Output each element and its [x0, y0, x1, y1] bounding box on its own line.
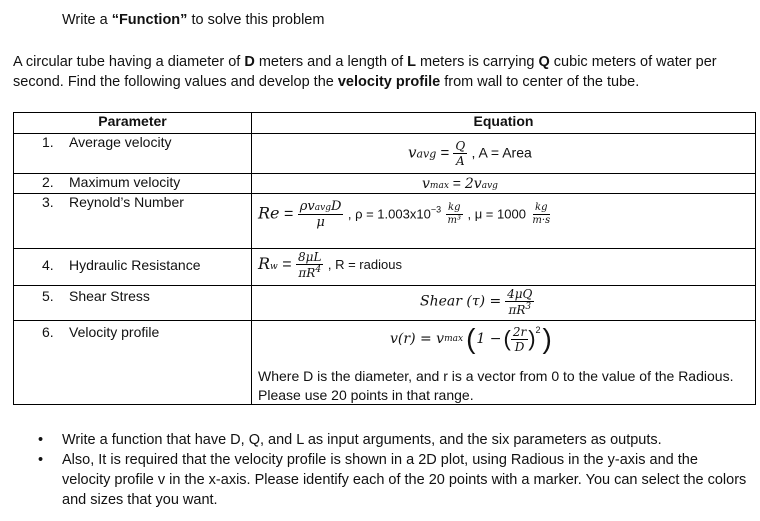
intro-text: meters is carrying — [416, 54, 539, 70]
intro-q: Q — [538, 54, 550, 70]
frac-den: μ — [316, 215, 325, 230]
frac-shear — [505, 288, 534, 316]
row-num: 2. — [42, 174, 54, 190]
re-num-tail: D — [330, 199, 342, 214]
intro-velocity-profile: velocity profile — [337, 74, 441, 90]
vp-lhs-sub: max — [444, 334, 464, 344]
paren-close-inner: ) — [528, 326, 536, 351]
frac-kg-ms — [530, 203, 552, 226]
frac-re — [298, 200, 344, 229]
col-parameter: Parameter — [14, 113, 252, 134]
instructions-list — [38, 430, 750, 510]
eq-shear — [420, 288, 534, 316]
sym-v: v — [408, 143, 417, 162]
heading-bold: “Function” — [111, 12, 188, 28]
problem-intro — [13, 52, 749, 92]
eq-reynolds-number — [252, 194, 756, 249]
sym-eq: = — [283, 205, 294, 223]
sym-sub: w — [270, 262, 278, 273]
vp-note: Where D is the diameter, and r is a vector from 0 to the value of the Radious. Please use 20 points in that range. — [258, 368, 734, 403]
row-num: 1. — [42, 134, 54, 150]
eq-vp — [390, 323, 552, 355]
equation-table — [13, 112, 756, 405]
param-row-2 — [14, 174, 252, 194]
instruction-text: Also, It is required that the velocity profile is shown in a 2D plot, using Radious in the y-axis and the velocity profile v in the x-axis. Please identify each of the 20 points with a marker. You can select the colors and sizes that you want. — [62, 452, 747, 508]
param-row-4 — [14, 249, 252, 286]
vp-lhs: v(r) = v — [390, 331, 445, 347]
intro-l: L — [407, 54, 417, 70]
row-label: Shear Stress — [69, 288, 150, 304]
bullet-icon: • — [38, 432, 44, 448]
eq-vavg — [408, 140, 532, 167]
frac-num: kg — [535, 202, 548, 213]
vp-exp: 2 — [535, 325, 541, 335]
row-num: 4. — [42, 257, 54, 273]
re-num: ρv — [299, 199, 315, 214]
paren-close: ) — [542, 323, 552, 354]
heading-pre: Write a — [62, 12, 112, 28]
rho-exp: −3 — [430, 204, 442, 215]
param-row-5 — [14, 286, 252, 321]
re-num-sub: avg — [314, 203, 331, 213]
intro-text: cubic meters of water per second. Find the following values and develop the — [13, 54, 717, 90]
mu-note: , μ = 1000 — [467, 206, 526, 222]
frac-q-a — [453, 140, 467, 167]
frac-num: 2r — [512, 324, 527, 339]
vp-one: 1 − — [476, 331, 502, 347]
sym-eq: = — [282, 256, 292, 274]
shear-den-exp: 3 — [525, 302, 532, 312]
sym-v: v — [422, 176, 430, 192]
row-label: Reynold’s Number — [69, 194, 184, 210]
eq-maximum-velocity — [252, 174, 756, 194]
paren-open: ( — [466, 323, 476, 354]
intro-text: from wall to center of the tube. — [440, 74, 640, 90]
row-label: Hydraulic Resistance — [69, 257, 201, 273]
col-equation: Equation — [252, 113, 756, 134]
param-row-6 — [14, 321, 252, 405]
sym-2v: 2v — [464, 176, 482, 192]
paren-open-inner: ( — [503, 326, 511, 351]
rw-den: πR — [298, 266, 316, 280]
frac-kg-m3 — [446, 203, 464, 226]
area-note: , A = Area — [471, 144, 532, 161]
page-heading — [62, 12, 324, 28]
rw-note: , R = radious — [327, 257, 402, 273]
instruction-text: Write a function that have D, Q, and L as input arguments, and the six parameters as outputs. — [62, 432, 662, 448]
sym-re: Re — [258, 203, 280, 223]
eq-velocity-profile — [252, 321, 756, 405]
frac-den — [296, 265, 323, 279]
frac-2r-d — [511, 326, 528, 353]
shear-den: πR — [508, 303, 526, 317]
intro-text: meters and a length of — [254, 54, 408, 70]
eq-vmax — [422, 175, 498, 192]
param-row-1 — [14, 134, 252, 174]
frac-rw — [296, 251, 323, 279]
bullet-icon: • — [38, 452, 44, 468]
sym-sub: avg — [416, 147, 437, 161]
frac-den: m·s — [532, 215, 551, 226]
intro-text: A circular tube having a diameter of — [13, 54, 245, 70]
row-label: Average velocity — [69, 134, 172, 150]
sym-eq: = — [440, 144, 450, 162]
sym-r: R — [258, 254, 271, 274]
intro-d: D — [244, 54, 255, 70]
sym-sub: avg — [481, 181, 498, 191]
frac-den: A — [456, 154, 465, 168]
instruction-item — [38, 450, 750, 510]
eq-rw — [258, 251, 402, 279]
frac-num: 4μQ — [507, 287, 533, 301]
frac-num: 8μL — [298, 250, 322, 264]
frac-num: Q — [455, 139, 466, 153]
eq-average-velocity — [252, 134, 756, 174]
rho-note: , ρ = 1.003x10 — [347, 206, 431, 222]
row-num: 6. — [42, 324, 54, 340]
frac-den: m³ — [447, 215, 462, 226]
eq-shear-stress — [252, 286, 756, 321]
eq-hydraulic-resistance — [252, 249, 756, 286]
row-label: Velocity profile — [69, 324, 160, 340]
frac-den: D — [514, 339, 525, 354]
row-num: 5. — [42, 288, 54, 304]
frac-den — [506, 302, 533, 316]
frac-num — [298, 200, 344, 215]
frac-num: kg — [448, 202, 461, 213]
param-row-3 — [14, 194, 252, 249]
shear-lhs: Shear (τ) = — [420, 293, 502, 310]
eq-re — [258, 200, 552, 229]
heading-post: to solve this problem — [187, 12, 325, 28]
instruction-item — [38, 430, 750, 450]
row-label: Maximum velocity — [69, 174, 181, 190]
sym-sub: max — [429, 181, 449, 191]
row-num: 3. — [42, 194, 54, 210]
rw-den-exp: 4 — [315, 265, 322, 275]
sym-eq: = — [452, 175, 461, 191]
